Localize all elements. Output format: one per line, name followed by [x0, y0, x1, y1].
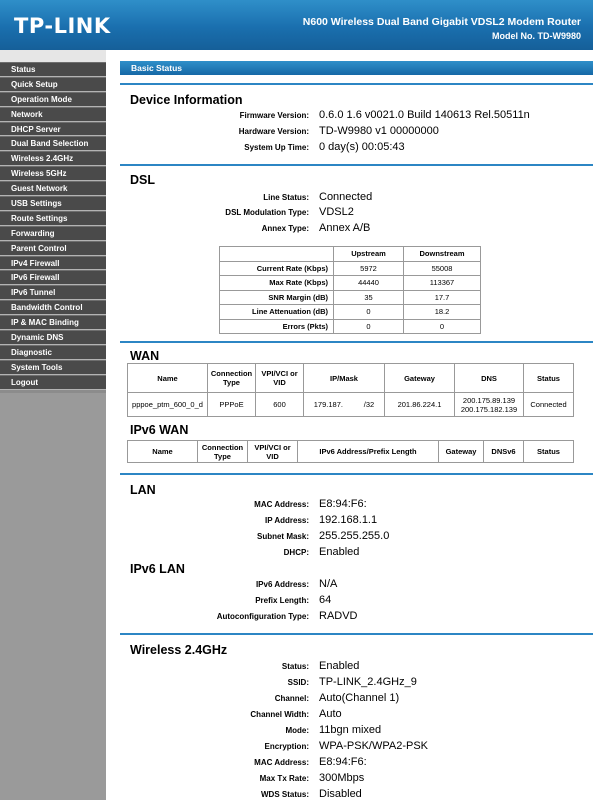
lan-dhcp-value: Enabled	[319, 546, 360, 558]
ipv6wan-header-gateway: Gateway	[439, 441, 484, 463]
dsl-title: DSL	[130, 173, 155, 187]
wan-dns-cell	[455, 393, 524, 417]
sidebar-item-system-tools[interactable]: System Tools	[0, 360, 106, 375]
wan-header-status: Status	[524, 364, 574, 393]
wl-status-value: Enabled	[319, 660, 360, 672]
header-banner	[0, 0, 593, 50]
table-header-blank	[220, 247, 334, 262]
ipv6wan-header-name: Name	[128, 441, 198, 463]
wl-status-label: Status:	[281, 662, 309, 671]
wan-gateway-cell: 201.86.224.1	[385, 393, 455, 417]
sidebar-item-bandwidth-control[interactable]: Bandwidth Control	[0, 300, 106, 315]
wan-header-gateway: Gateway	[385, 364, 455, 393]
section-divider	[120, 341, 593, 343]
table-header-downstream: Downstream	[404, 247, 481, 262]
wan-header-dns: DNS	[455, 364, 524, 393]
wireless-24-title: Wireless 2.4GHz	[130, 643, 228, 657]
sidebar-item-dhcp-server[interactable]: DHCP Server	[0, 122, 106, 137]
wl-width-label: Channel Width:	[250, 710, 309, 719]
wan-name-cell: pppoe_ptm_600_0_d	[128, 393, 208, 417]
section-divider	[120, 83, 593, 85]
page-title: Basic Status	[120, 61, 593, 75]
ipv6wan-header-dns: DNSv6	[484, 441, 524, 463]
sidebar-item-quick-setup[interactable]: Quick Setup	[0, 77, 106, 92]
sidebar-item-operation-mode[interactable]: Operation Mode	[0, 92, 106, 107]
downstream-cell: 55008	[404, 261, 481, 276]
row-label: Current Rate (Kbps)	[220, 261, 334, 276]
prefix-length-label: Prefix Length:	[255, 596, 309, 605]
table-row	[220, 276, 481, 291]
wl-mac-label: MAC Address:	[254, 758, 309, 767]
model-number: Model No. TD-W9980	[491, 31, 581, 41]
sidebar-menu	[0, 50, 106, 800]
uptime-value: 0 day(s) 00:05:43	[319, 141, 405, 153]
downstream-cell: 0	[404, 319, 481, 334]
tp-link-logo: TP-LINK	[14, 14, 111, 38]
wan-ipmask-cell: 179.187. /32	[304, 393, 385, 417]
sidebar-item-forwarding[interactable]: Forwarding	[0, 226, 106, 241]
section-divider	[120, 164, 593, 166]
table-header-row	[220, 247, 481, 262]
wl-rate-value: 300Mbps	[319, 772, 365, 784]
sidebar-item-status[interactable]: Status	[0, 62, 106, 77]
table-header-row	[128, 364, 574, 393]
lan-mask-label: Subnet Mask:	[256, 532, 309, 541]
lan-ip-label: IP Address:	[264, 516, 309, 525]
table-header-row	[128, 441, 574, 463]
ipv6wan-header-status: Status	[524, 441, 574, 463]
wl-ssid-value: TP-LINK_2.4GHz_9	[319, 676, 417, 688]
downstream-cell: 17.7	[404, 290, 481, 305]
sidebar-empty-area	[0, 393, 106, 800]
modulation-label: DSL Modulation Type:	[225, 208, 309, 217]
dsl-stats-table	[219, 246, 481, 334]
sidebar-item-wireless-24ghz[interactable]: Wireless 2.4GHz	[0, 151, 106, 166]
section-divider	[120, 473, 593, 475]
sidebar-item-parent-control[interactable]: Parent Control	[0, 241, 106, 256]
table-row	[128, 393, 574, 417]
sidebar-item-guest-network[interactable]: Guest Network	[0, 181, 106, 196]
downstream-cell: 113367	[404, 276, 481, 291]
wl-channel-label: Channel:	[274, 694, 309, 703]
wan-header-vpi: VPI/VCI or VID	[256, 364, 304, 393]
wl-wds-label: WDS Status:	[261, 790, 309, 799]
wl-ssid-label: SSID:	[287, 678, 309, 687]
table-row	[220, 319, 481, 334]
main-content	[106, 50, 593, 800]
sidebar-top-strip	[0, 50, 106, 62]
table-row	[220, 290, 481, 305]
wan-table	[127, 363, 574, 417]
lan-title: LAN	[130, 483, 156, 497]
wl-mac-value: E8:94:F6:	[319, 756, 367, 768]
lan-dhcp-label: DHCP:	[283, 548, 309, 557]
sidebar-item-wireless-5ghz[interactable]: Wireless 5GHz	[0, 166, 106, 181]
row-label: Max Rate (Kbps)	[220, 276, 334, 291]
lan-mask-value: 255.255.255.0	[319, 530, 390, 542]
lan-mac-value: E8:94:F6:	[319, 498, 367, 510]
wl-rate-label: Max Tx Rate:	[259, 774, 309, 783]
wl-encryption-value: WPA-PSK/WPA2-PSK	[319, 740, 429, 752]
lan-mac-label: MAC Address:	[254, 500, 309, 509]
table-header-upstream: Upstream	[334, 247, 404, 262]
prefix-length-value: 64	[319, 594, 332, 606]
sidebar-item-dynamic-dns[interactable]: Dynamic DNS	[0, 330, 106, 345]
wl-mode-value: 11bgn mixed	[319, 724, 382, 736]
annex-value: Annex A/B	[319, 222, 371, 234]
device-info-title: Device Information	[130, 93, 243, 107]
sidebar-item-diagnostic[interactable]: Diagnostic	[0, 345, 106, 360]
product-name: N600 Wireless Dual Band Gigabit VDSL2 Modem Router	[302, 16, 581, 28]
hardware-value: TD-W9980 v1 00000000	[319, 125, 439, 137]
ipv6-wan-table	[127, 440, 574, 463]
upstream-cell: 44440	[334, 276, 404, 291]
ipv6-lan-title: IPv6 LAN	[130, 562, 185, 576]
wan-header-ipmask: IP/Mask	[304, 364, 385, 393]
sidebar-item-network[interactable]: Network	[0, 107, 106, 122]
row-label: Errors (Pkts)	[220, 319, 334, 334]
upstream-cell: 5972	[334, 261, 404, 276]
sidebar-item-route-settings[interactable]: Route Settings	[0, 211, 106, 226]
ipv6-address-label: IPv6 Address:	[255, 580, 309, 589]
ipv6-wan-title: IPv6 WAN	[130, 423, 189, 437]
firmware-value: 0.6.0 1.6 v0021.0 Build 140613 Rel.50511n	[319, 109, 530, 121]
modulation-value: VDSL2	[319, 206, 354, 218]
annex-label: Annex Type:	[261, 224, 309, 233]
row-label: Line Attenuation (dB)	[220, 305, 334, 320]
ipv6wan-header-vpi: VPI/VCI or VID	[248, 441, 298, 463]
upstream-cell: 0	[334, 305, 404, 320]
uptime-label: System Up Time:	[244, 143, 309, 152]
section-divider	[120, 633, 593, 635]
ipv6-address-value: N/A	[319, 578, 338, 590]
wl-wds-value: Disabled	[319, 788, 362, 800]
wan-header-name: Name	[128, 364, 208, 393]
sidebar-item-ipv4-firewall[interactable]: IPv4 Firewall	[0, 256, 106, 271]
autoconf-value: RADVD	[319, 610, 358, 622]
sidebar-item-dual-band-selection[interactable]: Dual Band Selection	[0, 136, 106, 151]
wan-status-cell: Connected	[524, 393, 574, 417]
hardware-label: Hardware Version:	[238, 127, 309, 136]
upstream-cell: 35	[334, 290, 404, 305]
table-row	[220, 261, 481, 276]
sidebar-item-ipv6-tunnel[interactable]: IPv6 Tunnel	[0, 285, 106, 300]
line-status-label: Line Status:	[263, 193, 309, 202]
wl-mode-label: Mode:	[285, 726, 309, 735]
firmware-label: Firmware Version:	[239, 111, 309, 120]
wl-width-value: Auto	[319, 708, 342, 720]
wan-dns-secondary: 200.175.182.139	[460, 404, 518, 414]
wan-vpi-cell: 600	[256, 393, 304, 417]
wan-title: WAN	[130, 349, 160, 363]
row-label: SNR Margin (dB)	[220, 290, 334, 305]
downstream-cell: 18.2	[404, 305, 481, 320]
table-row	[220, 305, 481, 320]
ipv6wan-header-connection: Connection Type	[198, 441, 248, 463]
sidebar-item-ip-mac-binding[interactable]: IP & MAC Binding	[0, 315, 106, 330]
ipv6wan-header-address: IPv6 Address/Prefix Length	[298, 441, 439, 463]
sidebar-item-ipv6-firewall[interactable]: IPv6 Firewall	[0, 270, 106, 285]
wan-header-connection: Connection Type	[208, 364, 256, 393]
sidebar-item-usb-settings[interactable]: USB Settings	[0, 196, 106, 211]
wl-encryption-label: Encryption:	[264, 742, 309, 751]
wan-dns-primary: 200.175.89.139	[462, 395, 516, 405]
wl-channel-value: Auto(Channel 1)	[319, 692, 400, 704]
autoconf-label: Autoconfiguration Type:	[216, 612, 309, 621]
wan-connection-cell: PPPoE	[208, 393, 256, 417]
upstream-cell: 0	[334, 319, 404, 334]
sidebar-item-logout[interactable]: Logout	[0, 375, 106, 390]
line-status-value: Connected	[319, 191, 373, 203]
lan-ip-value: 192.168.1.1	[319, 514, 378, 526]
